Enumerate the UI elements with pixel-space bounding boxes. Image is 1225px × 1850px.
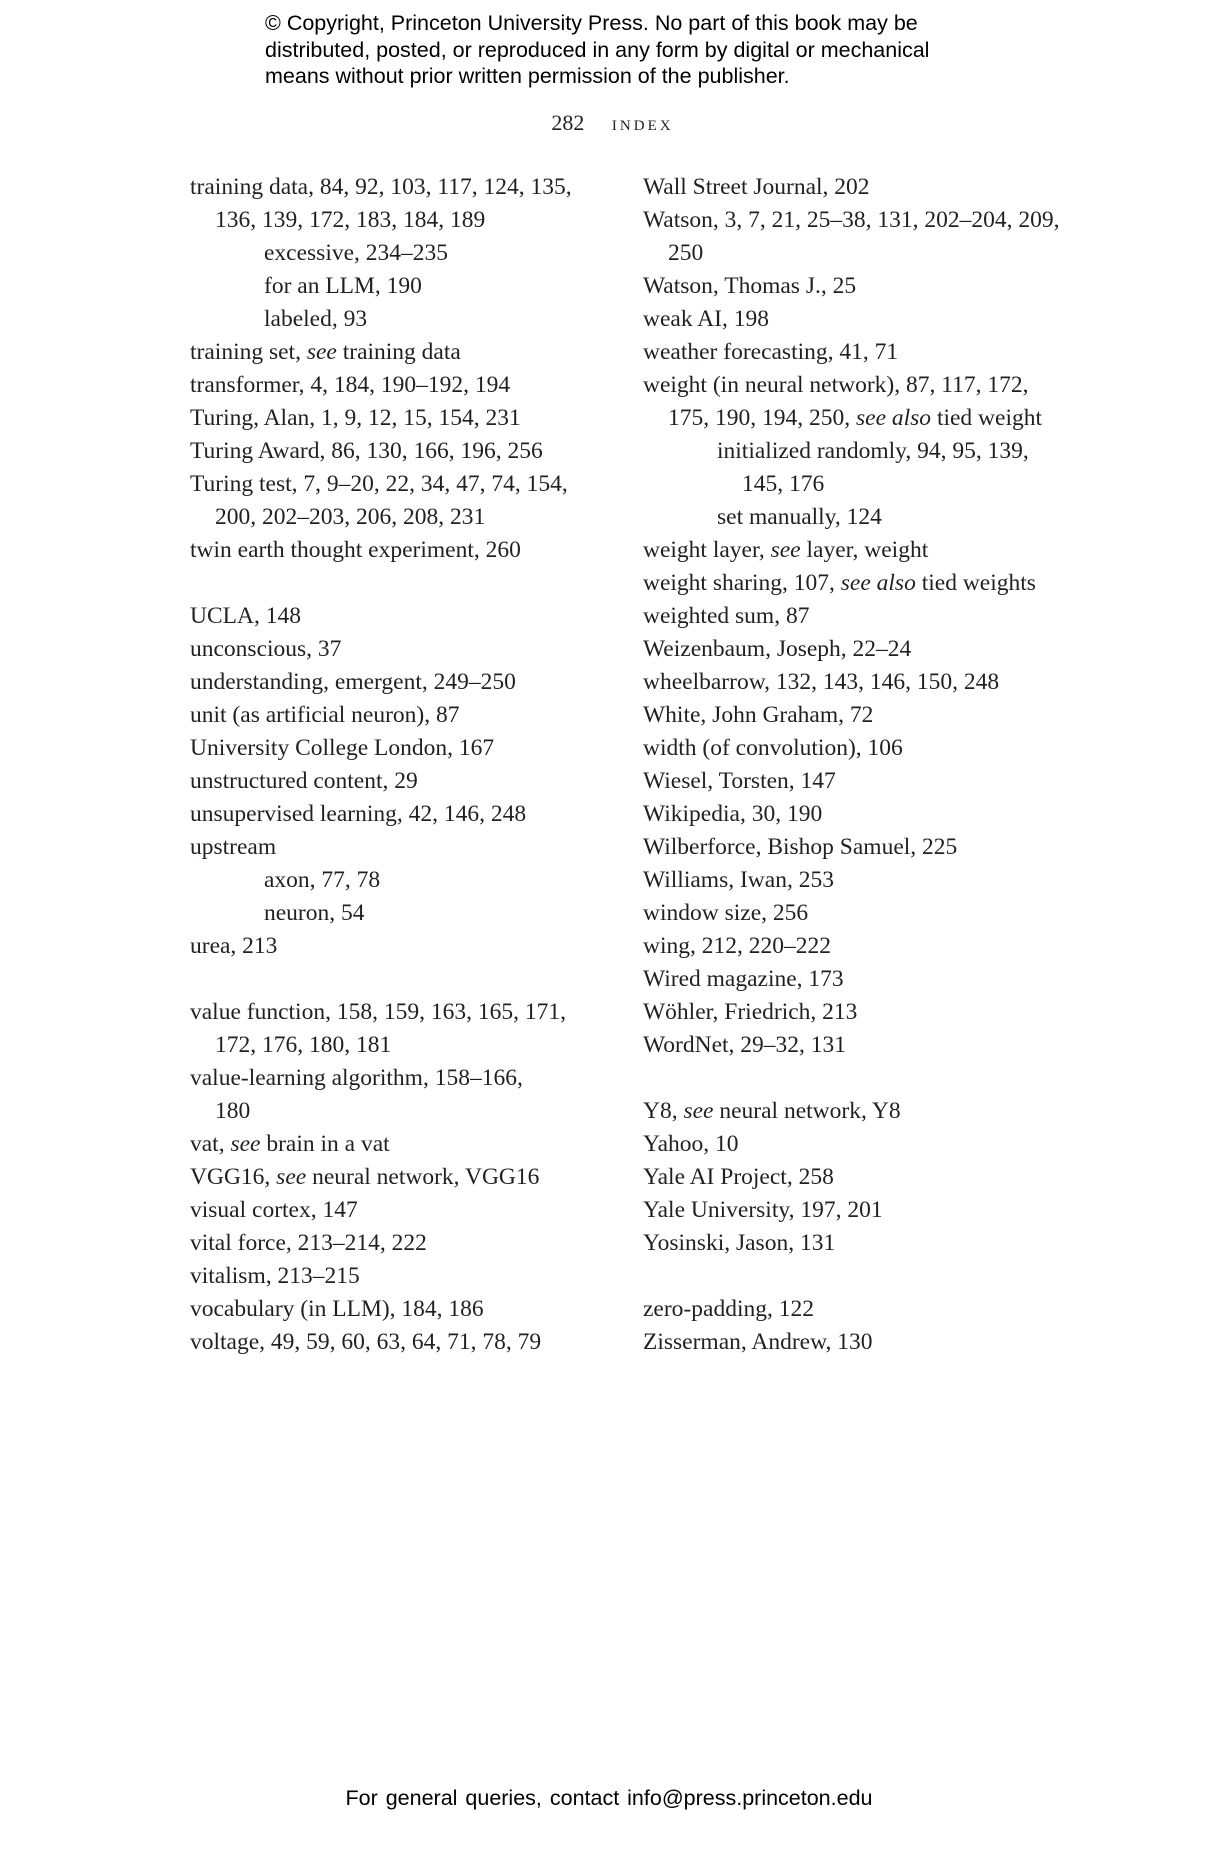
index-entry: unsupervised learning, 42, 146, 248	[190, 801, 527, 827]
index-entry: vital force, 213–214, 222	[190, 1230, 427, 1256]
index-entry: value function, 158, 159, 163, 165, 171,	[190, 999, 566, 1025]
index-entry: Wired magazine, 173	[643, 966, 844, 992]
index-entry	[190, 336, 630, 369]
index-subentry: neuron, 54	[264, 900, 365, 926]
entry-text: layer, weight	[800, 537, 929, 563]
cross-reference-marker: see	[276, 1164, 307, 1190]
index-subentry: set manually, 124	[717, 504, 882, 530]
index-entry: Watson, Thomas J., 25	[643, 273, 857, 299]
running-head	[0, 110, 1225, 136]
index-subentry: axon, 77, 78	[264, 867, 381, 893]
index-entry: training data, 84, 92, 103, 117, 124, 135,	[190, 174, 572, 200]
entry-text: VGG16,	[190, 1164, 277, 1190]
index-entry: Yale University, 197, 201	[643, 1197, 883, 1223]
cross-reference-marker: see	[230, 1131, 261, 1157]
index-column-right	[643, 171, 1123, 1359]
index-entry: visual cortex, 147	[190, 1197, 358, 1223]
index-entry: Yosinski, Jason, 131	[643, 1230, 836, 1256]
index-entry: unconscious, 37	[190, 636, 342, 662]
index-entry: wheelbarrow, 132, 143, 146, 150, 248	[643, 669, 1000, 695]
entry-text: brain in a vat	[260, 1131, 390, 1157]
index-entry-continuation: 200, 202–203, 206, 208, 231	[215, 504, 486, 530]
copyright-line: © Copyright, Princeton University Press. No part of this book may be	[265, 11, 918, 35]
index-subentry: for an LLM, 190	[264, 273, 422, 299]
index-entry-continuation: 172, 176, 180, 181	[215, 1032, 392, 1058]
index-entry: Wilberforce, Bishop Samuel, 225	[643, 834, 958, 860]
index-subentry: excessive, 234–235	[264, 240, 449, 266]
index-entry	[643, 534, 1123, 567]
page-number: 282	[551, 110, 585, 135]
entry-text: vat,	[190, 1131, 231, 1157]
index-entry: Yale AI Project, 258	[643, 1164, 834, 1190]
index-entry-continuation: 136, 139, 172, 183, 184, 189	[215, 207, 486, 233]
index-entry: zero-padding, 122	[643, 1296, 814, 1322]
index-column-left	[190, 171, 630, 1359]
index-entry: upstream	[190, 834, 277, 860]
index-entry: value-learning algorithm, 158–166,	[190, 1065, 523, 1091]
index-entry-continuation: 180	[215, 1098, 251, 1124]
index-entry: width (of convolution), 106	[643, 735, 903, 761]
letter-group-gap	[643, 1260, 1123, 1293]
index-entry: wing, 212, 220–222	[643, 933, 831, 959]
index-entry: Weizenbaum, Joseph, 22–24	[643, 636, 912, 662]
entry-text: tied weight	[931, 405, 1043, 431]
entry-text: weight sharing, 107,	[643, 570, 841, 596]
index-entry: unit (as artificial neuron), 87	[190, 702, 460, 728]
index-entry: University College London, 167	[190, 735, 495, 761]
index-entry	[643, 567, 1123, 600]
index-subentry: 145, 176	[742, 471, 825, 497]
entry-text: 175, 190, 194, 250,	[668, 405, 856, 431]
index-entry: Wall Street Journal, 202	[643, 174, 870, 200]
index-entry: UCLA, 148	[190, 603, 301, 629]
index-subentry: labeled, 93	[264, 306, 368, 332]
index-entry: window size, 256	[643, 900, 809, 926]
cross-reference-marker: see	[683, 1098, 714, 1124]
letter-group-gap	[190, 567, 630, 600]
index-entry: vitalism, 213–215	[190, 1263, 360, 1289]
index-entry: weak AI, 198	[643, 306, 769, 332]
index-entry: Turing test, 7, 9–20, 22, 34, 47, 74, 154,	[190, 471, 568, 497]
section-title: index	[611, 110, 674, 135]
index-entry: Williams, Iwan, 253	[643, 867, 834, 893]
entry-text: training set,	[190, 339, 307, 365]
index-entry	[643, 1095, 1123, 1128]
index-entry: Yahoo, 10	[643, 1131, 739, 1157]
index-entry: WordNet, 29–32, 131	[643, 1032, 847, 1058]
letter-group-gap	[643, 1062, 1123, 1095]
index-entry: weather forecasting, 41, 71	[643, 339, 899, 365]
index-entry-continuation: 250	[668, 240, 704, 266]
entry-text: training data	[336, 339, 461, 365]
index-entry: urea, 213	[190, 933, 278, 959]
index-entry: understanding, emergent, 249–250	[190, 669, 516, 695]
index-entry: twin earth thought experiment, 260	[190, 537, 521, 563]
entry-text: neural network, VGG16	[306, 1164, 540, 1190]
footer-contact: For general queries, contact info@press.princeton.edu	[345, 1786, 873, 1810]
index-entry: Turing, Alan, 1, 9, 12, 15, 154, 231	[190, 405, 521, 431]
index-entry	[190, 1161, 630, 1194]
index-entry: White, John Graham, 72	[643, 702, 874, 728]
index-entry: Wikipedia, 30, 190	[643, 801, 823, 827]
cross-reference-marker: see also	[856, 405, 932, 431]
index-subentry: initialized randomly, 94, 95, 139,	[717, 438, 1029, 464]
index-entry-continuation	[643, 402, 1123, 435]
cross-reference-marker: see	[306, 339, 337, 365]
letter-group-gap	[190, 963, 630, 996]
index-entry: Zisserman, Andrew, 130	[643, 1329, 873, 1355]
index-entry: unstructured content, 29	[190, 768, 418, 794]
copyright-line: distributed, posted, or reproduced in any form by digital or mechanical	[265, 37, 930, 62]
index-entry	[190, 1128, 630, 1161]
index-entry: weight (in neural network), 87, 117, 172,	[643, 372, 1029, 398]
copyright-line: means without prior written permission of the publisher.	[265, 64, 790, 88]
index-entry: transformer, 4, 184, 190–192, 194	[190, 372, 511, 398]
index-entry: Wöhler, Friedrich, 213	[643, 999, 858, 1025]
index-entry: Turing Award, 86, 130, 166, 196, 256	[190, 438, 543, 464]
index-entry: voltage, 49, 59, 60, 63, 64, 71, 78, 79	[190, 1329, 542, 1355]
index-entry: weighted sum, 87	[643, 603, 810, 629]
entry-text: neural network, Y8	[713, 1098, 901, 1124]
index-entry: Wiesel, Torsten, 147	[643, 768, 836, 794]
entry-text: tied weights	[915, 570, 1036, 596]
entry-text: weight layer,	[643, 537, 771, 563]
index-entry: vocabulary (in LLM), 184, 186	[190, 1296, 484, 1322]
cross-reference-marker: see also	[840, 570, 916, 596]
index-entry: Watson, 3, 7, 21, 25–38, 131, 202–204, 209,	[643, 207, 1060, 233]
copyright-notice	[265, 10, 1025, 90]
entry-text: Y8,	[643, 1098, 684, 1124]
cross-reference-marker: see	[770, 537, 801, 563]
